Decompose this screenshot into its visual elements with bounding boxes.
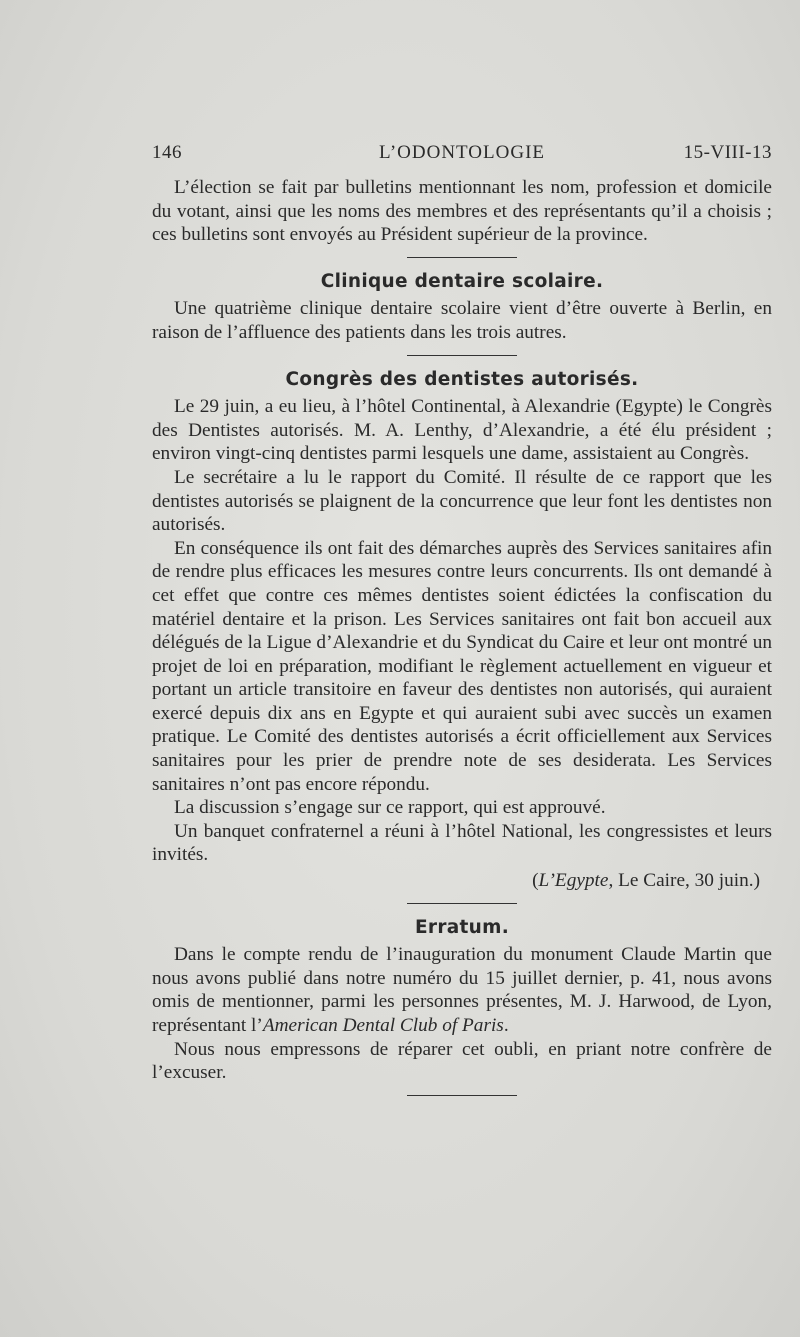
end-divider: [407, 1095, 517, 1096]
club-name: American Dental Club of Paris: [262, 1015, 504, 1036]
source-open: (: [532, 870, 539, 892]
intro-paragraph: L’élection se fait par bulletins mentionnant les nom, profession et domicile du votant, ainsi que les noms des membres et des représentants qu’il a choisis ; ces bulletins sont envoyés au Président supérieur de la province.: [152, 177, 772, 246]
section-divider: [407, 257, 517, 258]
article-body: [152, 176, 772, 1108]
congres-paragraph-2: Le secrétaire a lu le rapport du Comité. Il résulte de ce rapport que les dentistes autorisés se plaignent de la concurrence que leur font les dentistes non autorisés.: [152, 466, 772, 536]
page-number: 146: [152, 142, 182, 163]
congres-paragraph-4: La discussion s’engage sur ce rapport, qui est approuvé.: [174, 797, 606, 819]
section-heading-erratum: Erratum.: [414, 916, 510, 938]
source-publication: L’Egypte: [538, 870, 609, 892]
section-divider: [407, 355, 517, 356]
source-citation: [152, 869, 772, 893]
congres-paragraph-3: En conséquence ils ont fait des démarches auprès des Services sanitaires afin de rendre plus efficaces les mesures contre leurs concurrents. Ils ont demandé à cet effet que contre ces mêmes dentistes soient édictées la confiscation du matériel dentaire et la prison. Les Services sanitaires ont fait bon accueil aux délégués de la Ligue d’Alexandrie et du Syndicat du Caire et leur ont montré un projet de loi en préparation, modifiant le règlement actuellement en vigueur et portant un article transitoire en faveur des dentistes non autorisés, qui auraient exercé depuis dix ans en Egypte et qui auraient subi avec succès un examen pratique. Le Comité des dentistes autorisés a écrit officiellement aux Services sanitaires pour les prier de prendre note de ses desiderata. Les Services sanitaires n’ont pas encore répondu.: [152, 537, 772, 795]
congres-paragraph-5: Un banquet confraternel a réuni à l’hôtel National, les congressistes et leurs invités.: [152, 820, 772, 866]
erratum-text: Dans le compte rendu de l’inauguration du monument Claude Martin que nous avons publié dans notre numéro du 15 juillet dernier, p. 41, nous avons omis de mentionner, parmi les personnes présentes, M. J. Harwood, de Lyon, représentant l’: [152, 944, 772, 1036]
erratum-end: .: [503, 1015, 509, 1036]
section-heading-congres: Congrès des dentistes autorisés.: [285, 368, 639, 390]
erratum-paragraph-1: [152, 943, 772, 1037]
clinique-paragraph: Une quatrième clinique dentaire scolaire vient d’être ouverte à Berlin, en raison de l’affluence des patients dans les trois autres.: [152, 298, 772, 343]
section-divider: [407, 903, 517, 904]
section-heading-clinique: Clinique dentaire scolaire.: [320, 270, 604, 292]
erratum-paragraph-2: Nous nous empressons de réparer cet oubli, en priant notre confrère de l’excuser.: [152, 1038, 772, 1084]
journal-title: L’ODONTOLOGIE: [378, 142, 546, 163]
issue-date: 15-VIII-13: [683, 142, 772, 163]
running-header: [152, 142, 772, 166]
congres-paragraph-1: Le 29 juin, a eu lieu, à l’hôtel Continental, à Alexandrie (Egypte) le Congrès des Dentistes autorisés. M. A. Lenthy, d’Alexandrie, a été élu président ; environ vingt-cinq dentistes parmi lesquels une dame, assistaient au Congrès.: [152, 396, 772, 465]
source-details: , Le Caire, 30 juin.): [608, 870, 760, 892]
